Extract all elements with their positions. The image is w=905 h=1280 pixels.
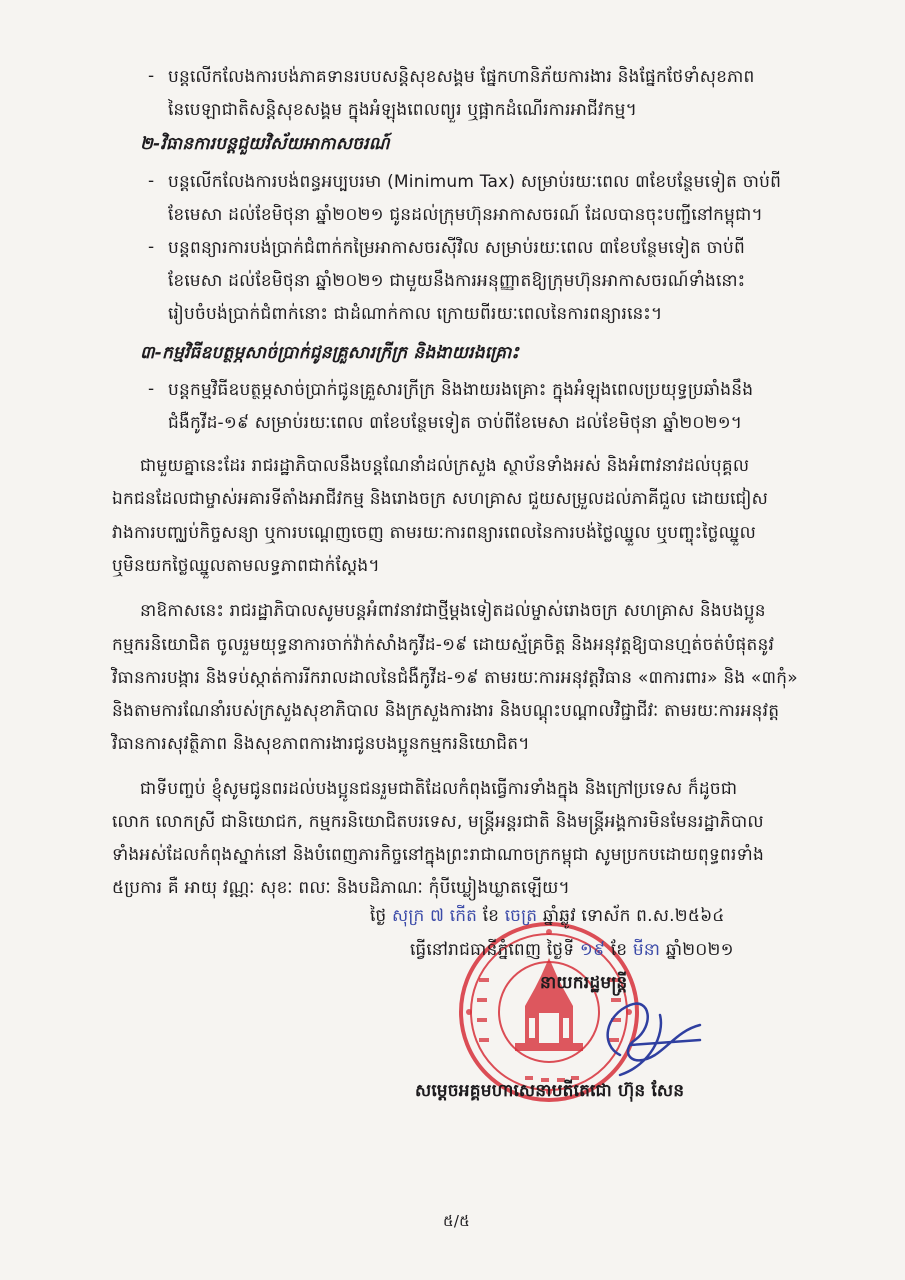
text-line: និងតាមការណែនាំរបស់ក្រសួងសុខាភិបាល និងក្រសួងការងារ និងបណ្តុះបណ្តាលវិជ្ជាជីវៈ តាមរយៈការអនុវត្ត xyxy=(112,701,780,721)
text-line: នៃបេឡាជាតិសន្តិសុខសង្គម ក្នុងអំឡុងពេលព្យួរ ឬផ្អាកដំណើរការអាជីវកម្ម។ xyxy=(168,100,638,120)
section-heading-3: ៣-កម្មវិធីឧបត្ថម្ភសាច់ប្រាក់ជូនគ្រួសារក្រីក្រ និងងាយរងគ្រោះ xyxy=(140,343,520,363)
text-line: រៀបចំបង់ប្រាក់ជំពាក់នោះ ជាដំណាក់កាល ក្រោយពីរយៈពេលនៃការពន្យារនេះ។ xyxy=(168,304,663,324)
text-line: វាងការបញ្ឈប់កិច្ចសន្យា ឬការបណ្តេញចេញ តាមរយៈការពន្យារពេលនៃការបង់ថ្លៃឈ្នួល ឬបញ្ចុះថ្លៃឈ្នួល xyxy=(112,523,756,543)
signer-name: សម្តេចអគ្គមហាសេនាបតីតេជោ ហ៊ុន សែន xyxy=(415,1081,685,1101)
text-line: បន្តកម្មវិធីឧបត្ថម្ភសាច់ប្រាក់ជូនគ្រួសារក្រីក្រ និងងាយរងគ្រោះ ក្នុងអំឡុងពេលប្រយុទ្ធប្រឆាំងនឹង xyxy=(168,380,754,400)
text-line: ជំងឺកូវីដ-១៩ សម្រាប់រយៈពេល ៣ខែបន្ថែមទៀត ចាប់ពីខែមេសា ដល់ខែមិថុនា ឆ្នាំ២០២១។ xyxy=(168,413,743,433)
text-line: ខែមេសា ដល់ខែមិថុនា ឆ្នាំ២០២១ ជាមួយនឹងការអនុញ្ញាតឱ្យក្រុមហ៊ុនអាកាសចរណ៍ទាំងនោះ xyxy=(168,271,746,291)
lunar-suffix: ឆ្នាំឆ្លូវ ទោស័ក ព.ស.២៥៦៤ xyxy=(542,906,725,926)
text-line: កម្មករនិយោជិត ចូលរួមយុទ្ធនាការចាក់វ៉ាក់សាំងកូវីដ-១៩ ដោយស្ម័គ្រចិត្ត និងអនុវត្តឱ្យបានហ្មត់ចត់បំផុតនូវ xyxy=(112,635,775,655)
text-line: បន្តលើកលែងការបង់ភាគទានរបបសន្តិសុខសង្គម ផ្នែកហានិភ័យការងារ និងផ្នែកថែទាំសុខភាព xyxy=(168,67,755,87)
text-line: បន្តពន្យារការបង់ប្រាក់ជំពាក់កម្រៃអាកាសចរស៊ីវិល សម្រាប់រយៈពេល ៣ខែបន្ថែមទៀត ចាប់ពី xyxy=(168,238,745,258)
month-prefix: ខែ xyxy=(482,906,500,926)
text-line: ឬមិនយកថ្លៃឈ្នួលតាមលទ្ធភាពជាក់ស្តែង។ xyxy=(112,556,380,576)
text-line: ជាមួយគ្នានេះដែរ រាជរដ្ឋាភិបាលនឹងបន្តណែនាំដល់ក្រសួង ស្ថាប័នទាំងអស់ និងអំពាវនាវដល់បុគ្គល xyxy=(140,456,750,476)
section-heading-2: ២-វិធានការបន្តជួយវិស័យអាកាសចរណ៍ xyxy=(140,134,390,154)
text-line: ៥ប្រការ គឺ អាយុ វណ្ណៈ សុខៈ ពលៈ និងបដិភាណៈ កុំបីឃ្លៀងឃ្លាតឡើយ។ xyxy=(112,878,570,898)
text-line: លោក លោកស្រី ជានិយោជក, កម្មករនិយោជិតបរទេស, មន្ត្រីអន្តរជាតិ និងមន្ត្រីអង្គការមិនមែនរដ្ឋាភិបាល xyxy=(112,812,764,832)
gregorian-date-line xyxy=(410,939,734,961)
signer-title: នាយករដ្ឋមន្ត្រី xyxy=(540,973,628,993)
day-handwritten: ១៩ xyxy=(579,940,606,960)
bullet-dash: - xyxy=(148,237,155,257)
year-label: ឆ្នាំ២០២១ xyxy=(665,940,734,960)
text-line: នាឱកាសនេះ រាជរដ្ឋាភិបាលសូមបន្តអំពាវនាវជាថ្មីម្តងទៀតដល់ម្ចាស់រោងចក្រ សហគ្រាស និងបងប្អូន xyxy=(140,601,766,621)
text-line: បន្តលើកលែងការបង់ពន្ធអប្បបរមា (Minimum Tax) សម្រាប់រយៈពេល ៣ខែបន្ថែមទៀត ចាប់ពី xyxy=(168,172,782,192)
lunar-handwritten: សុក្រ ៧ កើត xyxy=(392,906,478,926)
text-line: ទាំងអស់ដែលកំពុងស្នាក់នៅ និងបំពេញភារកិច្ចនៅក្នុងព្រះរាជាណាចក្រកម្ពុជា សូមប្រកបដោយពុទ្ធពរទាំង xyxy=(112,845,764,865)
lunar-date-line xyxy=(370,905,725,927)
text-line: ជាទីបញ្ចប់ ខ្ញុំសូមជូនពរដល់បងប្អូនជនរួមជាតិដែលកំពុងធ្វើការទាំងក្នុង និងក្រៅប្រទេស ក៏ដូចជា xyxy=(140,779,738,799)
lunar-prefix: ថ្ងៃ xyxy=(370,906,387,926)
bullet-dash: - xyxy=(148,171,155,191)
page-number: ៥/៥ xyxy=(443,1212,470,1230)
text-line: ឯកជនដែលជាម្ចាស់អគារទីតាំងអាជីវកម្ម និងរោងចក្រ សហគ្រាស ជួយសម្រួលដល់ភាគីជួល ដោយជៀស xyxy=(112,489,768,509)
place-label: ធ្វើនៅរាជធានីភ្នំពេញ ថ្ងៃទី xyxy=(410,940,575,960)
text-line: វិធានការបង្ការ និងទប់ស្កាត់ការរីករាលដាលនៃជំងឺកូវីដ-១៩ តាមរយៈការអនុវត្តវិធាន «៣ការពារ» និង «៣កុំ» xyxy=(112,668,798,688)
bullet-dash: - xyxy=(148,379,155,399)
text-line: ខែមេសា ដល់ខែមិថុនា ឆ្នាំ២០២១ ជូនដល់ក្រុមហ៊ុនអាកាសចរណ៍ ដែលបានចុះបញ្ជីនៅកម្ពុជា។ xyxy=(168,205,763,225)
month-handwritten: ចេត្រ xyxy=(504,906,538,926)
month-num-handwritten: មីនា xyxy=(632,940,661,960)
month-label: ខែ xyxy=(610,940,628,960)
text-line: វិធានការសុវត្ថិភាព និងសុខភាពការងារជូនបងប្អូនកម្មករនិយោជិត។ xyxy=(112,734,530,754)
bullet-dash: - xyxy=(148,66,155,86)
handwritten-signature xyxy=(560,985,710,1080)
